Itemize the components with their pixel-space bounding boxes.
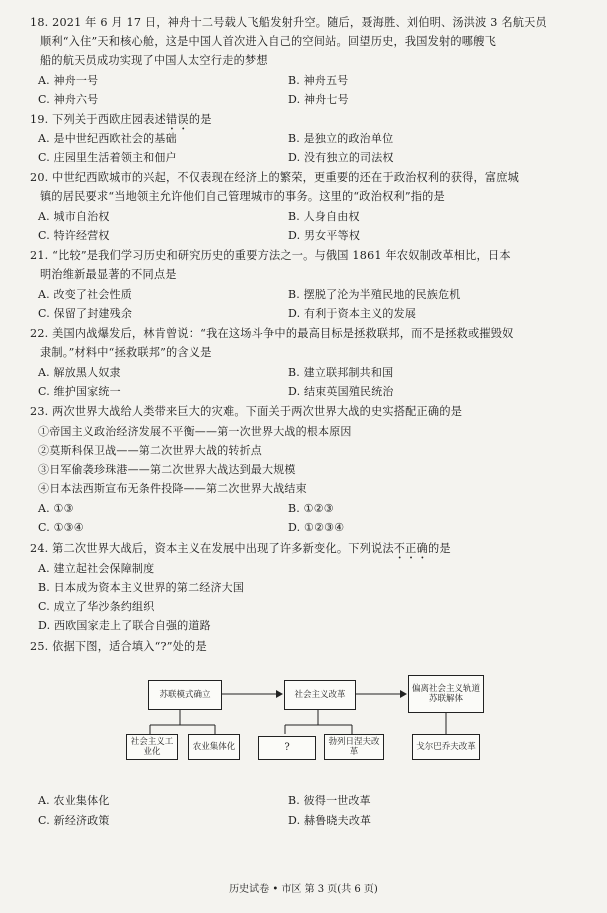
box-agri-collectivization: 农业集体化 — [188, 734, 240, 760]
q24-emphasis: 不正确 — [393, 542, 428, 555]
box-industrialization: 社会主义工业化 — [126, 734, 178, 760]
q22-stem-line1: 22. 美国内战爆发后，林肯曾说：“我在这场斗争中的最高目标是拯救联邦，而不是拯救或摧毁奴 — [30, 327, 514, 340]
q24-stem-pre: 24. 第二次世界大战后，资本主义在发展中出现了许多新变化。下列说法 — [30, 542, 394, 555]
page-footer: 历史试卷 • 市区 第 3 页(共 6 页) — [229, 884, 378, 895]
box-soviet-model: 苏联模式确立 — [148, 680, 222, 710]
q22-option-a[interactable]: A. 解放黑人奴隶 — [38, 366, 121, 379]
q19-stem-pre: 19. 下列关于西欧庄园表述 — [30, 113, 167, 126]
q24-stem — [30, 541, 451, 562]
q24-option-d[interactable]: D. 西欧国家走上了联合自强的道路 — [38, 619, 211, 632]
q18-option-a[interactable]: A. 神舟一号 — [38, 74, 99, 87]
q19-option-a[interactable]: A. 是中世纪西欧社会的基础 — [38, 132, 177, 145]
q20-option-d[interactable]: D. 男女平等权 — [288, 229, 361, 242]
q22-option-c[interactable]: C. 维护国家统一 — [38, 385, 121, 398]
q23-item-1: ①帝国主义政治经济发展不平衡——第一次世界大战的根本原因 — [38, 425, 352, 438]
q20-stem-line2: 镇的居民要求“当地领主允许他们自己管理城市的事务。这里的“政治权利”指的是 — [40, 190, 445, 203]
q25-stem: 25. 依据下图，适合填入“?”处的是 — [30, 640, 207, 653]
q19-option-b[interactable]: B. 是独立的政治单位 — [288, 132, 394, 145]
q18-stem-line1: 18. 2021 年 6 月 17 日，神舟十二号载人飞船发射升空。随后，聂海胜、刘伯明、汤洪波 3 名航天员 — [30, 16, 547, 29]
q24-option-c[interactable]: C. 成立了华沙条约组织 — [38, 600, 155, 613]
q21-stem-line2: 明治维新最显著的不同点是 — [40, 268, 177, 281]
q24-option-b[interactable]: B. 日本成为资本主义世界的第二经济大国 — [38, 581, 245, 594]
q22-option-d[interactable]: D. 结束英国殖民统治 — [288, 385, 394, 398]
q21-option-a[interactable]: A. 改变了社会性质 — [38, 288, 132, 301]
q20-option-a[interactable]: A. 城市自治权 — [38, 210, 110, 223]
q21-option-d[interactable]: D. 有利于资本主义的发展 — [288, 307, 417, 320]
q20-option-c[interactable]: C. 特许经营权 — [38, 229, 110, 242]
arrow-2-head — [400, 690, 407, 698]
arrow-1-head — [276, 690, 283, 698]
q25-option-d[interactable]: D. 赫鲁晓夫改革 — [288, 814, 372, 827]
box-brezhnev-reform: 勃列日涅夫改革 — [324, 734, 384, 760]
q19-emphasis: 错误 — [166, 113, 189, 126]
q25-option-c[interactable]: C. 新经济政策 — [38, 814, 110, 827]
box-gorbachev-reform: 戈尔巴乔夫改革 — [412, 734, 480, 760]
q22-stem-line2: 隶制。”材料中“拯救联邦”的含义是 — [40, 346, 212, 359]
q18-stem-line2: 顺利“入住”天和核心舱，这是中国人首次进入自己的空间站。回望历史，我国发射的哪艘飞 — [40, 35, 496, 48]
q19-option-d[interactable]: D. 没有独立的司法权 — [288, 151, 394, 164]
box-question-mark: ? — [258, 736, 316, 760]
q24-option-a[interactable]: A. 建立起社会保障制度 — [38, 562, 155, 575]
q23-stem: 23. 两次世界大战给人类带来巨大的灾难。下面关于两次世界大战的史实搭配正确的是 — [30, 405, 463, 418]
q24-stem-post: 的是 — [427, 542, 451, 555]
box-socialist-reform: 社会主义改革 — [284, 680, 356, 710]
q18-option-d[interactable]: D. 神舟七号 — [288, 93, 349, 106]
q23-option-b[interactable]: B. ①②③ — [288, 502, 334, 515]
q23-item-4: ④日本法西斯宣布无条件投降——第二次世界大战结束 — [38, 482, 307, 495]
q22-option-b[interactable]: B. 建立联邦制共和国 — [288, 366, 394, 379]
box-deviation-collapse: 偏离社会主义轨道苏联解体 — [408, 675, 484, 713]
q18-option-b[interactable]: B. 神舟五号 — [288, 74, 349, 87]
q18-option-c[interactable]: C. 神舟六号 — [38, 93, 99, 106]
q19-stem — [30, 112, 212, 133]
q19-option-c[interactable]: C. 庄园里生活着领主和佃户 — [38, 151, 177, 164]
q23-option-d[interactable]: D. ①②③④ — [288, 521, 345, 534]
q23-option-c[interactable]: C. ①③④ — [38, 521, 84, 534]
q21-option-c[interactable]: C. 保留了封建残余 — [38, 307, 133, 320]
q20-stem-line1: 20. 中世纪西欧城市的兴起，不仅表现在经济上的繁荣，更重要的还在于政治权利的获得，富庶城 — [30, 171, 520, 184]
q21-stem-line1: 21. “比较”是我们学习历史和研究历史的重要方法之一。与俄国 1861 年农奴制改革相比，日本 — [30, 249, 511, 262]
q19-stem-post: 的是 — [188, 113, 212, 126]
q18-stem-line3: 船的航天员成功实现了中国人太空行走的梦想 — [40, 54, 268, 67]
q25-option-b[interactable]: B. 彼得一世改革 — [288, 794, 371, 807]
q25-option-a[interactable]: A. 农业集体化 — [38, 794, 110, 807]
q21-option-b[interactable]: B. 摆脱了沦为半殖民地的民族危机 — [288, 288, 461, 301]
q23-item-2: ②莫斯科保卫战——第二次世界大战的转折点 — [38, 444, 262, 457]
q23-option-a[interactable]: A. ①③ — [38, 502, 74, 515]
q23-item-3: ③日军偷袭珍珠港——第二次世界大战达到最大规模 — [38, 463, 296, 476]
q20-option-b[interactable]: B. 人身自由权 — [288, 210, 360, 223]
